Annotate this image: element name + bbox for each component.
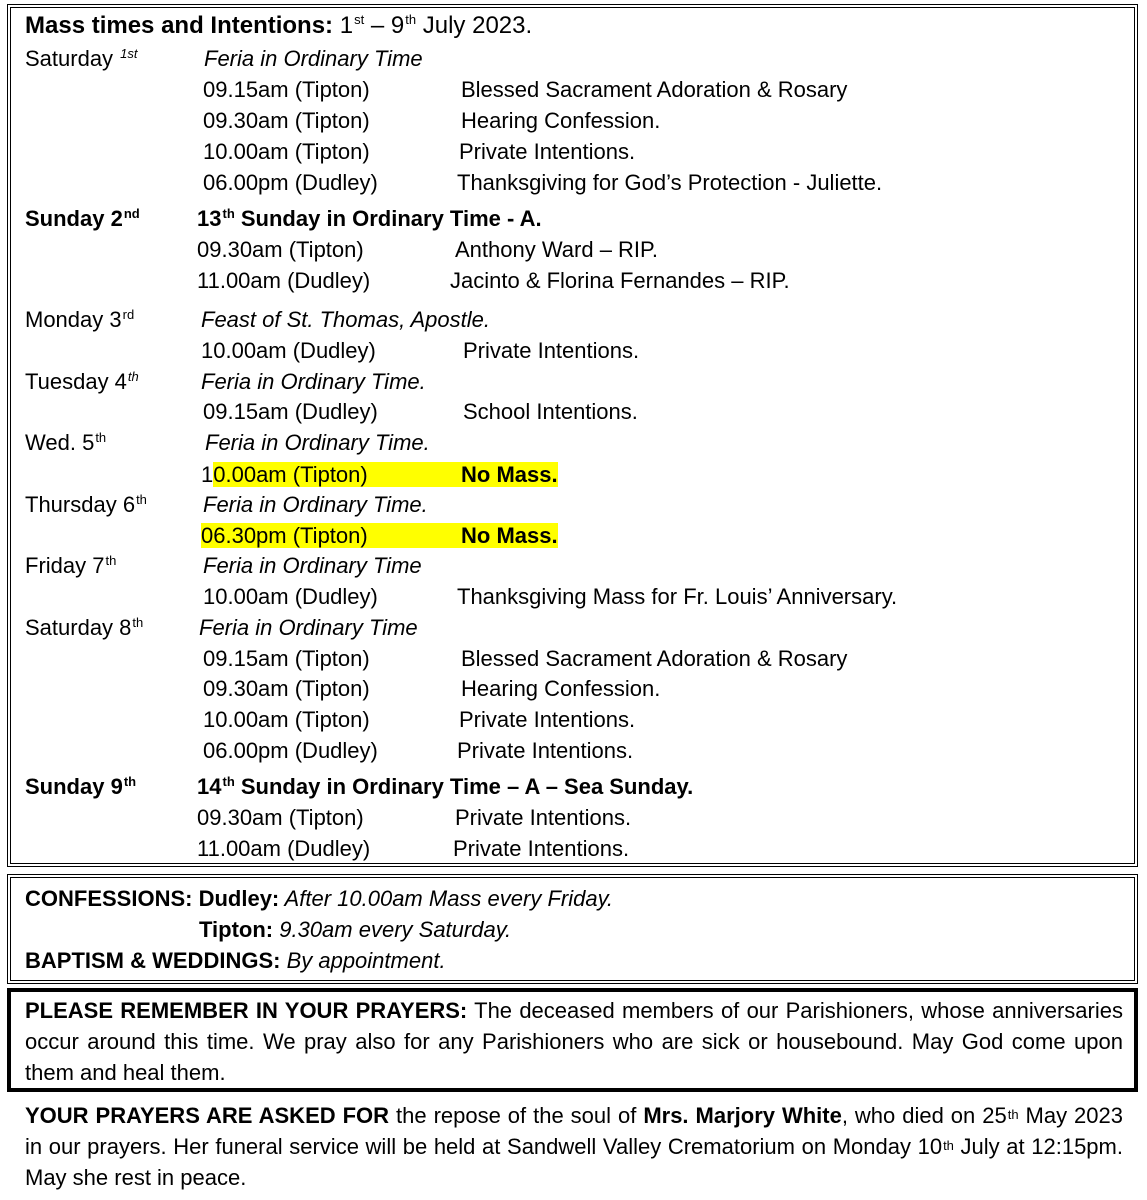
day-title: Feast of St. Thomas, Apostle. [201,307,490,332]
mass-times-heading: Mass times and Intentions: 1st – 9th July 2023. [25,12,533,39]
day-label: Tuesday 4th [25,369,139,394]
prayers-paragraph: YOUR PRAYERS ARE ASKED FOR the repose of the soul of Mrs. Marjory White, who died on 25th May 2023 in our prayers. Her funeral service will be held at Sandwell Valley Crematorium on Monday 10th July at 12:15pm. May she rest in peace. [25,1103,1123,1190]
day-label: Thursday 6th [25,492,147,517]
mass-time: 06.00pm (Dudley) [203,170,378,195]
mass-intention: Private Intentions. [463,338,640,363]
mass-intention: Thanksgiving for God’s Protection - Juliette. [457,170,883,195]
confessions-tipton-line: Tipton: 9.30am every Saturday. [199,917,512,942]
day-label: Wed. 5th [25,430,107,455]
mass-intention: Private Intentions. [453,836,630,861]
mass-time: 10.00am (Tipton) [203,139,370,164]
mass-time: 09.15am (Tipton) [203,646,370,671]
mass-time: 09.30am (Tipton) [203,108,370,133]
mass-time: 10.00am (Tipton) [201,462,465,487]
day-title: Feria in Ordinary Time [199,615,418,640]
mass-intention: Private Intentions. [457,738,634,763]
confessions-line: CONFESSIONS: Dudley: After 10.00am Mass every Friday. [25,886,614,911]
day-title: Feria in Ordinary Time [203,553,422,578]
mass-intention: No Mass. [461,462,558,487]
mass-time: 06.00pm (Dudley) [203,738,378,763]
day-label: Saturday 8th [25,615,144,640]
mass-intention: Private Intentions. [459,707,636,732]
mass-time: 09.15am (Tipton) [203,77,370,102]
mass-intention: Jacinto & Florina Fernandes – RIP. [450,268,790,293]
day-label: Saturday $^{1st}$ [25,46,138,71]
day-title: 14th Sunday in Ordinary Time – A – Sea Sunday. [197,774,694,799]
mass-time: 10.00am (Tipton) [203,707,370,732]
mass-time: 09.15am (Dudley) [203,399,378,424]
day-title: Feria in Ordinary Time. [201,369,426,394]
mass-intention: Blessed Sacrament Adoration & Rosary [461,646,848,671]
mass-time: 10.00am (Dudley) [203,584,378,609]
remember-paragraph: PLEASE REMEMBER IN YOUR PRAYERS: The deceased members of our Parishioners, whose anniversaries occur around this time. We pray also for any Parishioners who are sick or housebound. May God come upon them and heal them. [25,998,1123,1085]
mass-intention: Hearing Confession. [461,676,661,701]
day-label: Sunday 2nd [25,206,140,231]
mass-intention: Thanksgiving Mass for Fr. Louis’ Anniversary. [457,584,898,609]
mass-intention: Private Intentions. [459,139,636,164]
day-label: Monday 3rd [25,307,135,332]
mass-intention: No Mass. [461,523,558,548]
mass-time: 06.30pm (Tipton) [201,523,464,548]
baptism-line: BAPTISM & WEDDINGS: By appointment. [25,948,446,973]
mass-time: 11.00am (Dudley) [197,268,371,293]
mass-time: 09.30am (Tipton) [203,676,370,701]
mass-time: 10.00am (Dudley) [201,338,376,363]
day-title: Feria in Ordinary Time. [203,492,428,517]
mass-time: 11.00am (Dudley) [197,836,371,861]
mass-time: 09.30am (Tipton) [197,805,364,830]
mass-intention: Anthony Ward – RIP. [455,237,658,262]
day-label: Friday 7th [25,553,117,578]
mass-intention: Private Intentions. [455,805,632,830]
mass-intention: Hearing Confession. [461,108,661,133]
day-title: 13th Sunday in Ordinary Time - A. [197,206,542,231]
day-title: Feria in Ordinary Time. [205,430,430,455]
mass-time: 09.30am (Tipton) [197,237,364,262]
day-label: Sunday 9th [25,774,137,799]
mass-intention: Blessed Sacrament Adoration & Rosary [461,77,848,102]
mass-intention: School Intentions. [463,399,638,424]
day-title: Feria in Ordinary Time [204,46,423,71]
